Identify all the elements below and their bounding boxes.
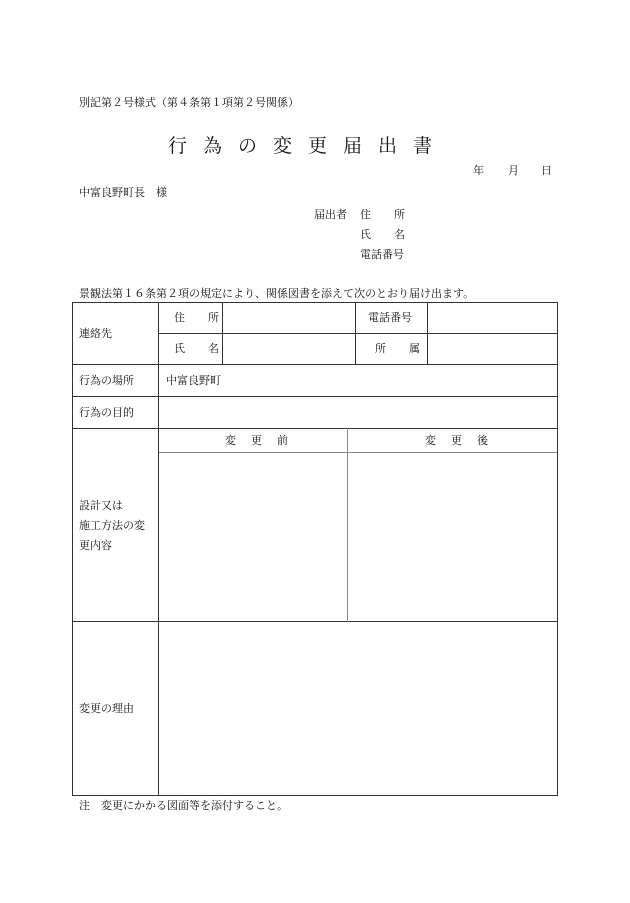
- footnote: 注 変更にかかる図面等を添付すること。: [79, 799, 288, 812]
- reason-label: 変更の理由: [79, 702, 134, 715]
- date-year-label: 年: [473, 164, 484, 177]
- notifier-phone-label: 電話番号: [360, 248, 404, 261]
- contact-name-label: 氏 名: [174, 342, 225, 355]
- design-label-line-2: 施工方法の変: [79, 519, 145, 532]
- date-day-label: 日: [541, 164, 552, 177]
- contact-phone-label: 電話番号: [368, 311, 412, 324]
- page-title: 行為の変更届出書: [168, 135, 449, 157]
- notifier-name-label: 氏 名: [360, 228, 411, 241]
- notifier-label: 届出者: [314, 208, 347, 221]
- contact-affiliation-label: 所 属: [375, 342, 426, 355]
- form-number: 別記第２号様式（第４条第１項第２号関係）: [79, 96, 299, 109]
- contact-address-label: 住 所: [174, 311, 225, 324]
- after-label: 変 更 後: [425, 434, 490, 447]
- design-label-line-3: 更内容: [79, 539, 112, 552]
- location-label: 行為の場所: [79, 374, 134, 387]
- purpose-label: 行為の目的: [79, 406, 134, 419]
- design-label-line-1: 設計又は: [79, 499, 123, 512]
- before-label: 変 更 前: [225, 434, 290, 447]
- addressee: 中富良野町長 様: [79, 186, 167, 199]
- contact-label: 連絡先: [79, 327, 112, 340]
- notifier-address-label: 住 所: [360, 208, 411, 221]
- location-value: 中富良野町: [166, 374, 221, 387]
- intro-text: 景観法第１６条第２項の規定により、関係図書を添えて次のとおり届け出ます。: [79, 287, 475, 300]
- date-month-label: 月: [508, 164, 519, 177]
